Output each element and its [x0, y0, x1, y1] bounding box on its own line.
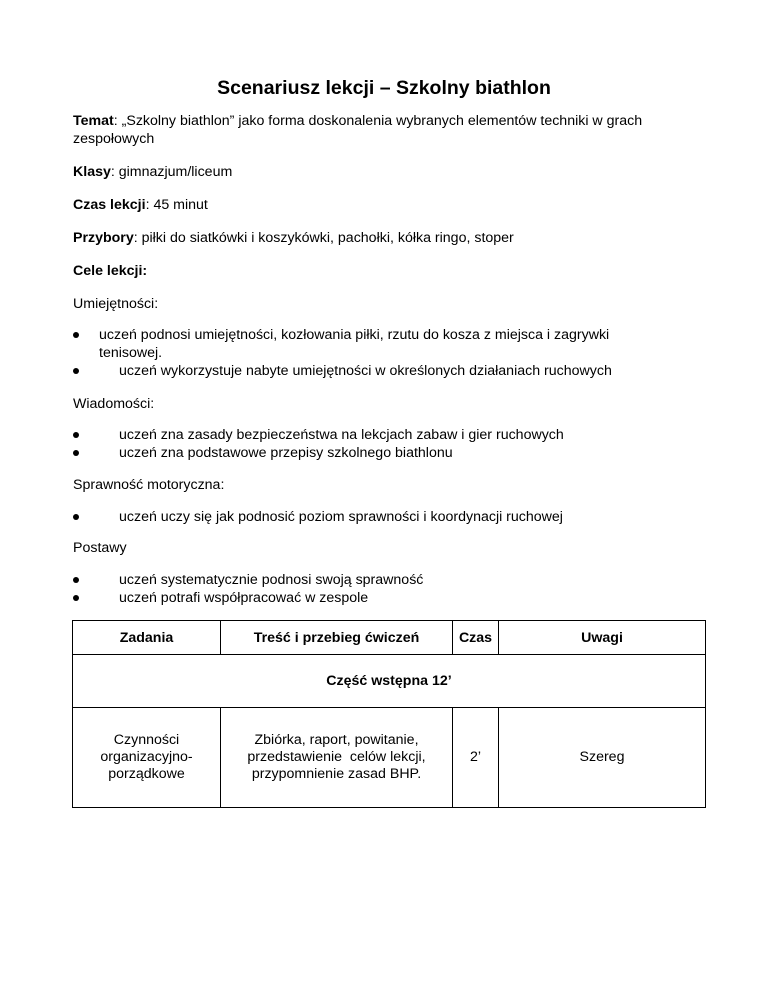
przybory-label: Przybory: [73, 230, 134, 246]
header-uwagi: Uwagi: [499, 621, 706, 655]
table-row: [73, 708, 706, 808]
cell-zadania-line2: organizacyjno-: [100, 749, 193, 765]
umiejetnosci-heading: Umiejętności:: [73, 296, 159, 312]
lesson-table: [72, 620, 706, 808]
umiejetnosci-item-2: uczeń wykorzystuje nabyte umiejętności w określonych działaniach ruchowych: [119, 363, 612, 379]
przybory-paragraph: [73, 229, 703, 247]
wiadomosci-item-2: uczeń zna podstawowe przepisy szkolnego biathlonu: [119, 445, 453, 461]
cele-heading: Cele lekcji:: [73, 263, 148, 279]
bullet-icon: [73, 450, 79, 456]
cell-tresc-line3: przypomnienie zasad BHP.: [251, 766, 422, 782]
temat-label: Temat: [73, 113, 114, 129]
cell-tresc-line2: przedstawienie celów lekcji,: [247, 749, 426, 765]
sprawnosc-heading: Sprawność motoryczna:: [73, 477, 225, 493]
umiejetnosci-item-1-line1: uczeń podnosi umiejętności, kozłowania piłki, rzutu do kosza z miejsca i zagrywki: [99, 327, 610, 343]
wiadomosci-heading: Wiadomości:: [73, 396, 155, 412]
postawy-heading: Postawy: [73, 540, 127, 556]
bullet-icon: [73, 432, 79, 438]
temat-text-line1: „Szkolny biathlon” jako forma doskonalenia wybranych elementów techniki w grach: [117, 113, 643, 129]
bullet-icon: [73, 368, 79, 374]
cell-zadania: [73, 708, 221, 808]
bullet-icon: [73, 332, 79, 338]
header-czas: Czas: [453, 621, 499, 655]
temat-paragraph: [73, 112, 703, 148]
page-title: Scenariusz lekcji – Szkolny biathlon: [217, 77, 551, 99]
czas-text: : 45 minut: [145, 197, 208, 213]
czas-paragraph: [73, 196, 703, 214]
klasy-label: Klasy: [73, 164, 111, 180]
sprawnosc-item-1: uczeń uczy się jak podnosić poziom sprawności i koordynacji ruchowej: [119, 509, 563, 525]
cell-czas: 2’: [453, 708, 499, 808]
umiejetnosci-item-1-line2: tenisowej.: [99, 345, 163, 361]
postawy-item-1: uczeń systematycznie podnosi swoją sprawność: [119, 572, 424, 588]
table-section-row: [73, 655, 706, 708]
cell-tresc-line1: Zbiórka, raport, powitanie,: [254, 732, 419, 748]
wiadomosci-item-1: uczeń zna zasady bezpieczeństwa na lekcjach zabaw i gier ruchowych: [119, 427, 564, 443]
umiejetnosci-item-1: [99, 326, 609, 362]
cell-uwagi: Szereg: [499, 708, 706, 808]
cell-tresc: [221, 708, 453, 808]
przybory-text: : piłki do siatkówki i koszykówki, pachołki, kółka ringo, stoper: [133, 230, 514, 246]
section-title: Część wstępna 12’: [73, 655, 706, 708]
postawy-item-2: uczeń potrafi współpracować w zespole: [119, 590, 369, 606]
temat-text-line2: zespołowych: [73, 131, 155, 147]
header-tresc: Treść i przebieg ćwiczeń: [221, 621, 453, 655]
bullet-icon: [73, 514, 79, 520]
bullet-icon: [73, 595, 79, 601]
table-header-row: [73, 621, 706, 655]
cell-zadania-line3: porządkowe: [108, 766, 185, 782]
temat-label-end: :: [113, 113, 118, 129]
header-zadania: Zadania: [73, 621, 221, 655]
bullet-icon: [73, 577, 79, 583]
klasy-paragraph: [73, 163, 703, 181]
cell-zadania-line1: Czynności: [113, 732, 180, 748]
klasy-text: : gimnazjum/liceum: [110, 164, 233, 180]
czas-label: Czas lekcji: [73, 197, 146, 213]
